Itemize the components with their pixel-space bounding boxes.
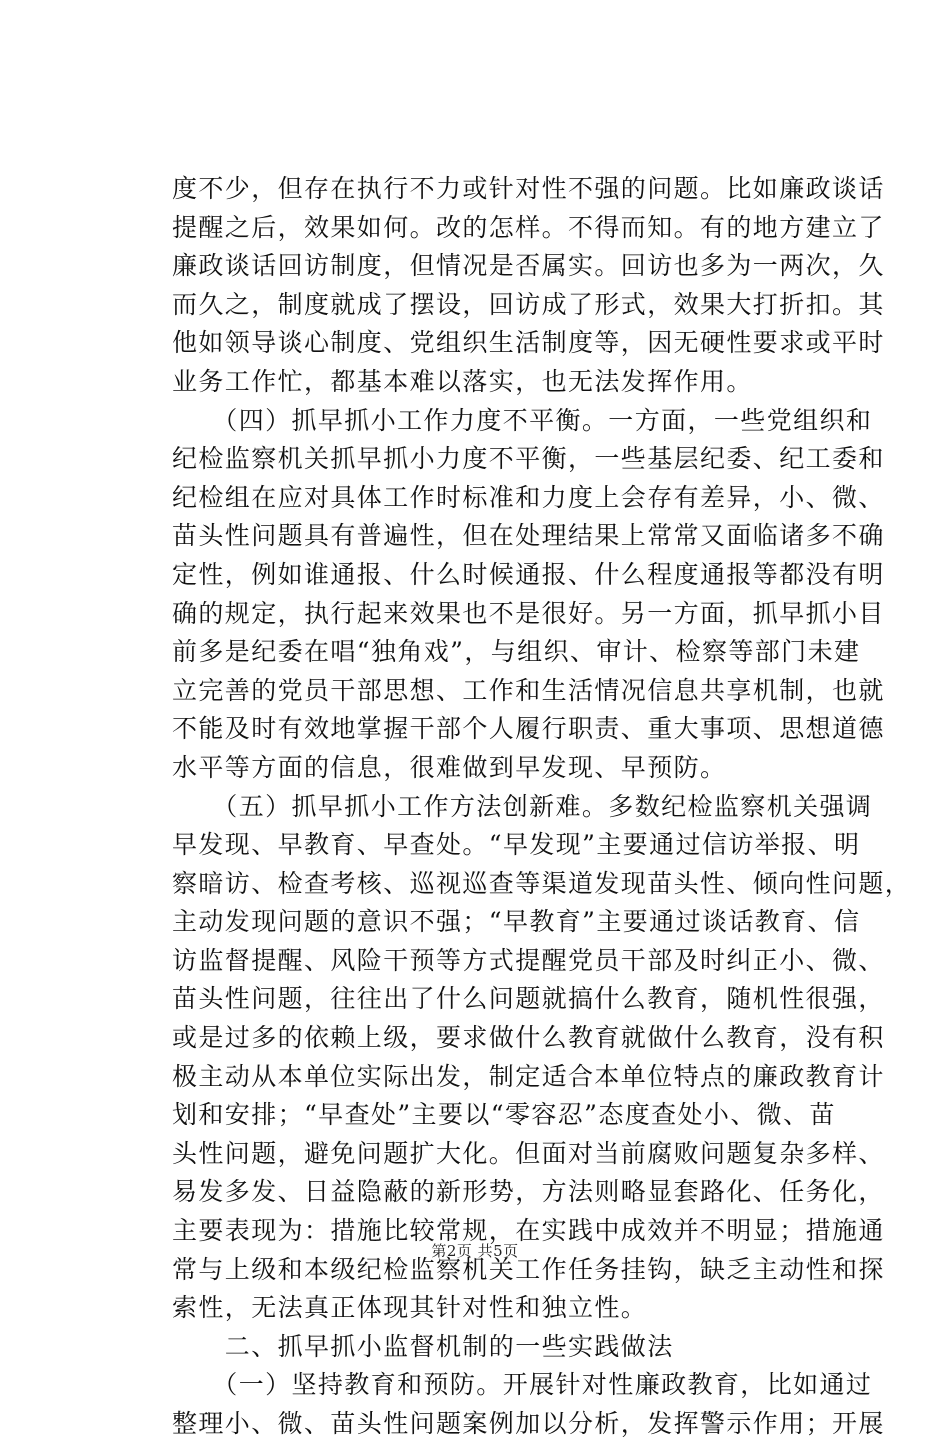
text-line: 易发多发、日益隐蔽的新形势，方法则略显套路化、任务化， [172,1177,885,1207]
text-line: 访监督提醒、风险干预等方式提醒党员干部及时纠正小、微、 [172,945,885,975]
text-line: 早发现、早教育、早查处。“早发现”主要通过信访举报、明 [172,830,861,860]
text-line: 纪检监察机关抓早抓小力度不平衡，一些基层纪委、纪工委和 [172,444,885,474]
page-footer: 第2页 共5页 [431,1242,519,1260]
text-line: 主要表现为：措施比较常规，在实践中成效并不明显；措施通 [172,1216,885,1246]
text-line: 察暗访、检查考核、巡视巡查等渠道发现苗头性、倾向性问题， [172,868,912,898]
text-line: 划和安排；“早查处”主要以“零容忍”态度查处小、微、苗 [172,1100,836,1130]
text-line: 索性，无法真正体现其针对性和独立性。 [172,1293,648,1323]
text-line: 或是过多的依赖上级，要求做什么教育就做什么教育，没有积 [172,1023,885,1053]
text-line: 他如领导谈心制度、党组织生活制度等，因无硬性要求或平时 [172,328,885,358]
text-line: 业务工作忙，都基本难以落实，也无法发挥作用。 [172,366,753,396]
text-line: （一）坚持教育和预防。开展针对性廉政教育，比如通过 [172,1370,873,1400]
text-line: 确的规定，执行起来效果也不是很好。另一方面，抓早抓小目 [172,598,885,628]
text-line: 立完善的党员干部思想、工作和生活情况信息共享机制，也就 [172,675,885,705]
text-line: 前多是纪委在唱“独角戏”，与组织、审计、检察等部门未建 [172,637,861,667]
text-line: 定性，例如谁通报、什么时候通报、什么程度通报等都没有明 [172,559,885,589]
text-line: 常与上级和本级纪检监察机关工作任务挂钩，缺乏主动性和探 [172,1254,885,1284]
text-line: 极主动从本单位实际出发，制定适合本单位特点的廉政教育计 [172,1061,885,1091]
text-line: （四）抓早抓小工作力度不平衡。一方面，一些党组织和 [172,405,873,435]
text-line: （五）抓早抓小工作方法创新难。多数纪检监察机关强调 [172,791,873,821]
text-line: 整理小、微、苗头性问题案例加以分析，发挥警示作用；开展 [172,1409,885,1438]
text-line: 不能及时有效地掌握干部个人履行职责、重大事项、思想道德 [172,714,885,744]
text-line: 水平等方面的信息，很难做到早发现、早预防。 [172,752,727,782]
text-line: 二、抓早抓小监督机制的一些实践做法 [172,1331,674,1361]
text-line: 苗头性问题具有普遍性，但在处理结果上常常又面临诸多不确 [172,521,885,551]
text-line: 纪检组在应对具体工作时标准和力度上会存有差异，小、微、 [172,482,885,512]
text-line: 主动发现问题的意识不强；“早教育”主要通过谈话教育、信 [172,907,861,937]
text-line: 度不少，但存在执行不力或针对性不强的问题。比如廉政谈话 [172,174,885,203]
text-line: 廉政谈话回访制度，但情况是否属实。回访也多为一两次，久 [172,251,885,281]
text-line: 而久之，制度就成了摆设，回访成了形式，效果大打折扣。其 [172,289,885,319]
text-line: 苗头性问题，往往出了什么问题就搞什么教育，随机性很强， [172,984,885,1014]
text-line: 头性问题，避免问题扩大化。但面对当前腐败问题复杂多样、 [172,1138,885,1168]
text-line: 提醒之后，效果如何。改的怎样。不得而知。有的地方建立了 [172,212,885,242]
